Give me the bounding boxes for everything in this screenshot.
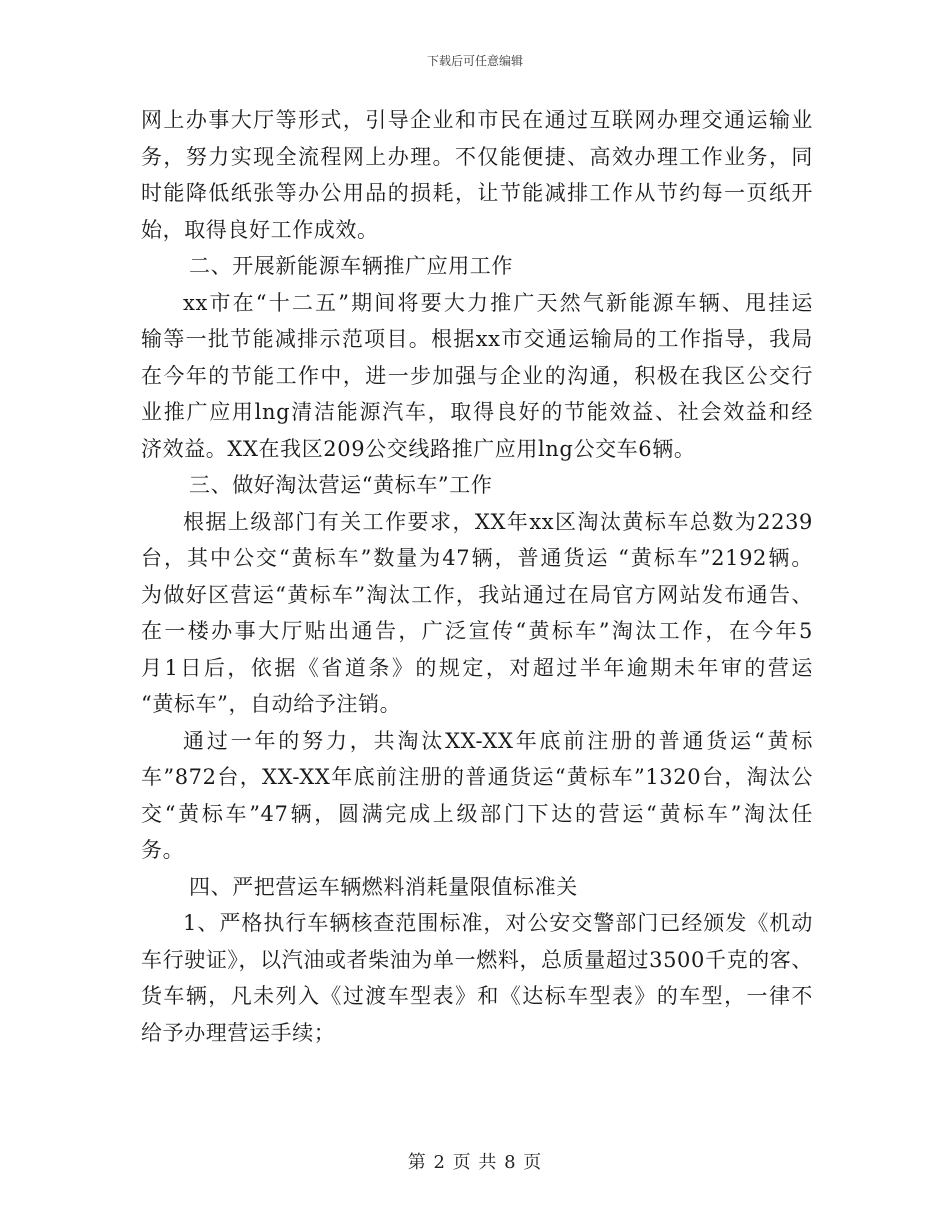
paragraph-line: “黄标车”，自动给予注销。 (141, 692, 402, 716)
section-heading: 二、开展新能源车辆推广应用工作 (189, 254, 513, 278)
paragraph-line: 时能降低纸张等办公用品的损耗，让节能减排工作从节约每一页纸开 (141, 181, 813, 205)
paragraph-line: 为做好区营运“黄标车”淘汰工作，我站通过在局官方网站发布通告、 (141, 582, 813, 607)
section-heading: 四、严把营运车辆燃料消耗量限值标准关 (189, 874, 578, 899)
paragraph-line: 济效益。XX在我区209公交线路推广应用lng公交车6辆。 (141, 436, 696, 461)
paragraph-line: 台，其中公交“黄标车”数量为47辆，普通货运 “黄标车”2192辆。 (141, 546, 813, 570)
paragraph-line: 输等一批节能减排示范项目。根据xx市交通运输局的工作指导，我局 (141, 327, 813, 351)
paragraph-line: 务，努力实现全流程网上办理。不仅能便捷、高效办理工作业务，同 (141, 144, 813, 169)
paragraph-line: 在一楼办事大厅贴出通告，广泛宣传“黄标车”淘汰工作，在今年5 (141, 619, 813, 643)
paragraph-line: 务。 (141, 838, 185, 862)
paragraph-line: 车”872台，XX-XX年底前注册的普通货运“黄标车”1320台，淘汰公 (141, 765, 813, 789)
paragraph-line: 在今年的节能工作中，进一步加强与企业的沟通，积极在我区公交行 (141, 363, 813, 388)
document-body (141, 102, 813, 1051)
section-heading: 三、做好淘汰营运“黄标车”工作 (189, 473, 493, 497)
paragraph-line: 给予办理营运手续； (141, 1020, 336, 1045)
page-number-footer: 第 2 页 共 8 页 (407, 1152, 543, 1173)
paragraph-line: 月1日后，依据《省道条》的规定，对超过半年逾期未年审的营运 (141, 655, 813, 680)
paragraph-line: 根据上级部门有关工作要求，XX年xx区淘汰黄标车总数为2239 (183, 509, 813, 534)
paragraph-line: 业推广应用lng清洁能源汽车，取得良好的节能效益、社会效益和经 (141, 400, 813, 424)
paragraph-line: 车行驶证》，以汽油或者柴油为单一燃料，总质量超过3500千克的客、 (141, 947, 813, 972)
paragraph-line: 始，取得良好工作成效。 (141, 217, 379, 242)
paragraph-line: 1、严格执行车辆核查范围标准，对公安交警部门已经颁发《机动 (183, 911, 813, 935)
paragraph-line: 通过一年的努力，共淘汰XX-XX年底前注册的普通货运“黄标 (183, 728, 813, 753)
paragraph-line: 网上办事大厅等形式，引导企业和市民在通过互联网办理交通运输业 (141, 108, 813, 132)
paragraph-line: xx市在“十二五”期间将要大力推广天然气新能源车辆、甩挂运 (183, 290, 813, 315)
page-header: 下载后可任意编辑 (426, 54, 523, 68)
paragraph-line: 交“黄标车”47辆，圆满完成上级部门下达的营运“黄标车”淘汰任 (141, 801, 813, 826)
paragraph-line: 货车辆，凡未列入《过渡车型表》和《达标车型表》的车型，一律不 (141, 984, 813, 1008)
